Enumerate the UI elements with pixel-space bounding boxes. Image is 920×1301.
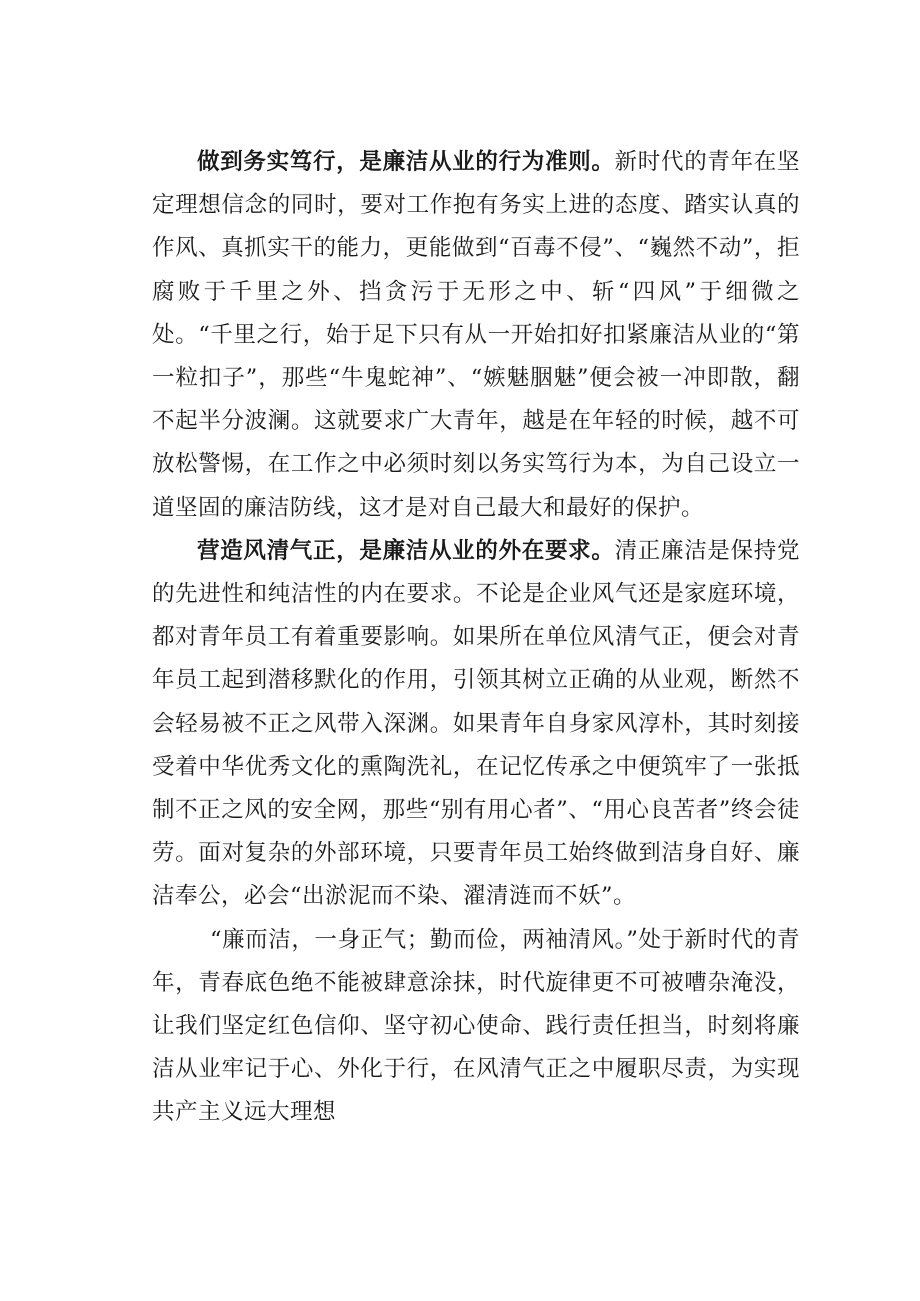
paragraph-heading: 营造风清气正，是廉洁从业的外在要求。 [197, 537, 615, 564]
paragraph-conclusion [152, 919, 800, 1135]
paragraph-body: 清正廉洁是保持党的先进性和纯洁性的内在要求。不论是企业风气还是家庭环境，都对青年员工有着重要影响。如果所在单位风清气正，便会对青年员工起到潜移默化的作用，引领其树立正确的从业观，断然不会轻易被不正之风带入深渊。如果青年自身家风淳朴，其时刻接受着中华优秀文化的熏陶洗礼，在记忆传承之中便筑牢了一张抵制不正之风的安全网，那些“别有用心者”、“用心良苦者”终会徒劳。面对复杂的外部环境，只要青年员工始终做到洁身自好、廉洁奉公，必会“出淤泥而不染、濯清涟而不妖”。 [152, 537, 800, 910]
paragraph-clean-environment [152, 530, 800, 919]
paragraph-heading: 做到务实笃行，是廉洁从业的行为准则。 [197, 149, 615, 175]
paragraph-body: “廉而洁，一身正气；勤而俭，两袖清风。”处于新时代的青年，青春底色绝不能被肆意涂抹，时代旋律更不可被嘈杂淹没，让我们坚定红色信仰、坚守初心使命、践行责任担当，时刻将廉洁从业牢记于心、外化于行，在风清气正之中履职尽责，为实现共产主义远大理想 [152, 926, 800, 1126]
paragraph-pragmatism [152, 141, 800, 530]
document-page [152, 141, 800, 1135]
paragraph-body: 新时代的青年在坚定理想信念的同时，要对工作抱有务实上进的态度、踏实认真的作风、真抓实干的能力，更能做到“百毒不侵”、“巍然不动”，拒腐败于千里之外、挡贪污于无形之中、斩“四风”于细微之处。“千里之行，始于足下只有从一开始扣好扣紧廉洁从业的“第一粒扣子”，那些“牛鬼蛇神”、“嫉魅胭魅”便会被一冲即散，翻不起半分波澜。这就要求广大青年，越是在年轻的时候，越不可放松警惕，在工作之中必须时刻以务实笃行为本，为自己设立一道坚固的廉洁防线，这才是对自己最大和最好的保护。 [152, 149, 800, 521]
